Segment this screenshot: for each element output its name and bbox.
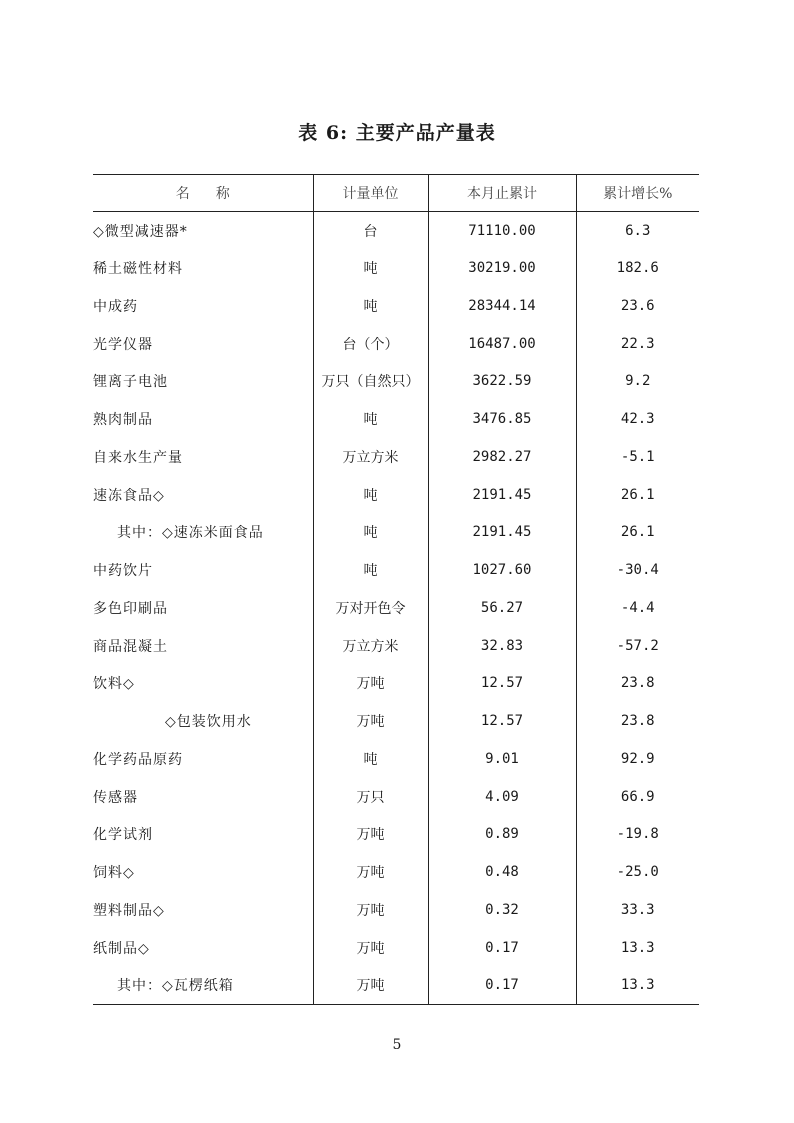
cell-growth: 23.8 — [576, 702, 699, 740]
cell-product-name: 化学药品原药 — [93, 751, 183, 768]
header-cumulative: 本月止累计 — [428, 175, 576, 212]
cell-product-name: ◇微型减速器* — [93, 223, 188, 240]
cell-cumulative: 30219.00 — [428, 249, 576, 287]
cell-cumulative: 16487.00 — [428, 325, 576, 363]
cell-product-name: 纸制品◇ — [93, 940, 150, 957]
cell-unit: 万吨 — [313, 665, 428, 703]
cell-cumulative: 9.01 — [428, 740, 576, 778]
cell-cumulative: 12.57 — [428, 702, 576, 740]
cell-product-name: 速冻食品◇ — [93, 487, 165, 504]
cell-product-name: 其中：◇速冻米面食品 — [117, 525, 264, 542]
cell-growth: 22.3 — [576, 325, 699, 363]
table-row — [93, 816, 699, 854]
table-row — [93, 325, 699, 363]
cell-cumulative: 2191.45 — [428, 476, 576, 514]
cell-unit: 吨 — [313, 551, 428, 589]
cell-cumulative: 0.17 — [428, 929, 576, 967]
cell-unit: 吨 — [313, 740, 428, 778]
product-output-table — [93, 174, 699, 1005]
cell-growth: 23.8 — [576, 665, 699, 703]
cell-cumulative: 28344.14 — [428, 287, 576, 325]
cell-unit: 吨 — [313, 287, 428, 325]
cell-unit: 万吨 — [313, 853, 428, 891]
cell-growth: 26.1 — [576, 514, 699, 552]
cell-product-name: 多色印刷品 — [93, 600, 168, 617]
cell-growth: 26.1 — [576, 476, 699, 514]
table-row — [93, 363, 699, 401]
cell-unit: 万立方米 — [313, 438, 428, 476]
table-row — [93, 740, 699, 778]
cell-cumulative: 1027.60 — [428, 551, 576, 589]
table-row — [93, 287, 699, 325]
cell-growth: -19.8 — [576, 816, 699, 854]
cell-product-name: 锂离子电池 — [93, 374, 168, 391]
cell-cumulative: 32.83 — [428, 627, 576, 665]
table-row — [93, 400, 699, 438]
table-row — [93, 514, 699, 552]
cell-cumulative: 2191.45 — [428, 514, 576, 552]
cell-growth: 66.9 — [576, 778, 699, 816]
cell-growth: -30.4 — [576, 551, 699, 589]
cell-unit: 吨 — [313, 514, 428, 552]
cell-unit: 吨 — [313, 400, 428, 438]
cell-product-name: 其中：◇瓦楞纸箱 — [117, 978, 234, 995]
cell-unit: 万对开色令 — [313, 589, 428, 627]
cell-unit: 万吨 — [313, 929, 428, 967]
cell-cumulative: 2982.27 — [428, 438, 576, 476]
cell-growth: 13.3 — [576, 967, 699, 1005]
cell-growth: 9.2 — [576, 363, 699, 401]
cell-unit: 台 — [313, 212, 428, 250]
cell-unit: 万只（自然只） — [313, 363, 428, 401]
page-title: 表 6: 主要产品产量表 — [298, 122, 496, 144]
cell-growth: -4.4 — [576, 589, 699, 627]
cell-cumulative: 0.32 — [428, 891, 576, 929]
cell-product-name: 自来水生产量 — [93, 449, 183, 466]
cell-product-name: 饮料◇ — [93, 676, 135, 693]
cell-growth: -57.2 — [576, 627, 699, 665]
cell-cumulative: 4.09 — [428, 778, 576, 816]
cell-cumulative: 0.48 — [428, 853, 576, 891]
cell-product-name: 传感器 — [93, 789, 138, 806]
cell-product-name: 稀土磁性材料 — [93, 261, 183, 278]
cell-cumulative: 71110.00 — [428, 212, 576, 250]
header-name: 名称 — [175, 186, 256, 202]
table-row — [93, 665, 699, 703]
cell-growth: 92.9 — [576, 740, 699, 778]
table-row — [93, 212, 699, 250]
cell-unit: 万只 — [313, 778, 428, 816]
cell-growth: -25.0 — [576, 853, 699, 891]
cell-cumulative: 0.89 — [428, 816, 576, 854]
cell-product-name: 中成药 — [93, 298, 138, 315]
cell-product-name: 化学试剂 — [93, 827, 153, 844]
table-row — [93, 627, 699, 665]
cell-unit: 台（个） — [313, 325, 428, 363]
cell-product-name: 熟肉制品 — [93, 412, 153, 429]
cell-unit: 万吨 — [313, 702, 428, 740]
cell-cumulative: 3476.85 — [428, 400, 576, 438]
table-row — [93, 853, 699, 891]
cell-cumulative: 12.57 — [428, 665, 576, 703]
header-growth: 累计增长% — [576, 175, 699, 212]
table-header-row — [93, 175, 699, 212]
table-row — [93, 891, 699, 929]
table-row — [93, 929, 699, 967]
cell-growth: 13.3 — [576, 929, 699, 967]
table-row — [93, 438, 699, 476]
cell-unit: 万吨 — [313, 816, 428, 854]
cell-unit: 吨 — [313, 476, 428, 514]
cell-cumulative: 3622.59 — [428, 363, 576, 401]
cell-unit: 万立方米 — [313, 627, 428, 665]
cell-growth: 6.3 — [576, 212, 699, 250]
table-body — [93, 212, 699, 1005]
table-row — [93, 249, 699, 287]
cell-unit: 万吨 — [313, 967, 428, 1005]
cell-growth: 182.6 — [576, 249, 699, 287]
cell-growth: 33.3 — [576, 891, 699, 929]
cell-growth: 42.3 — [576, 400, 699, 438]
cell-cumulative: 56.27 — [428, 589, 576, 627]
table-row — [93, 778, 699, 816]
cell-cumulative: 0.17 — [428, 967, 576, 1005]
table-row — [93, 702, 699, 740]
table-row — [93, 551, 699, 589]
cell-growth: 23.6 — [576, 287, 699, 325]
cell-growth: -5.1 — [576, 438, 699, 476]
table-row — [93, 967, 699, 1005]
cell-unit: 吨 — [313, 249, 428, 287]
cell-product-name: 光学仪器 — [93, 336, 153, 353]
header-unit: 计量单位 — [313, 175, 428, 212]
table-row — [93, 589, 699, 627]
cell-product-name: 中药饮片 — [93, 563, 153, 580]
page-number: 5 — [392, 1037, 402, 1053]
cell-product-name: 塑料制品◇ — [93, 902, 165, 919]
cell-product-name: 饲料◇ — [93, 865, 135, 882]
table-row — [93, 476, 699, 514]
cell-unit: 万吨 — [313, 891, 428, 929]
cell-product-name: ◇包装饮用水 — [165, 714, 252, 731]
cell-product-name: 商品混凝土 — [93, 638, 168, 655]
